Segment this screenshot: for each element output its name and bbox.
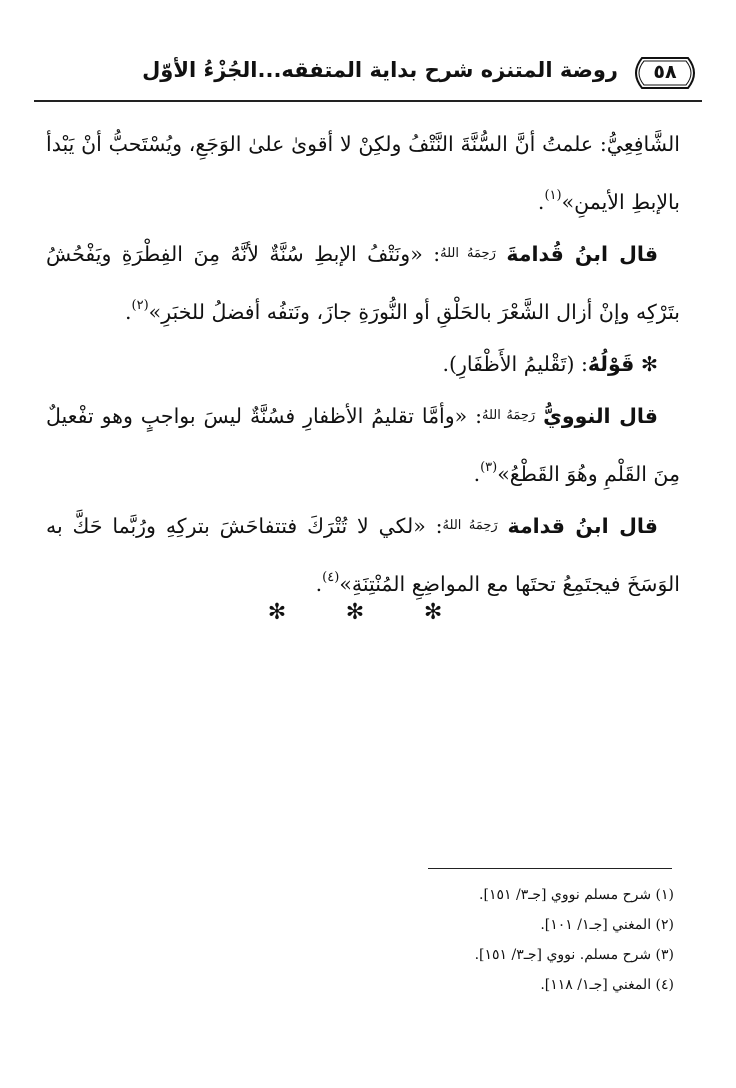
page-number-badge xyxy=(628,56,702,90)
heading-keyword: قَوْلُهُ xyxy=(587,352,635,376)
quote-ibn-qudama-2 xyxy=(46,500,680,610)
quote-nawawi xyxy=(46,390,680,500)
footnote-3: (٣) شرح مسلم. نووي [جـ٣/ ١٥١]. xyxy=(474,947,674,963)
section-separator: ✻ ✻ ✻ xyxy=(267,600,469,625)
footnote-ref-2[interactable]: (٢) xyxy=(131,298,149,313)
footnote-2: (٢) المغني [جـ١/ ١٠١]. xyxy=(540,917,674,933)
quote-text: : «ونَتْفُ الإبطِ سُنَّةٌ لأنَّهُ مِنَ الفِطْرَةِ ويَفْحُشُ بتَرْكِه وإنْ أزال الشَّعْرَ بالحَلْقِ أو النُّورَةِ جازَ، ونَتفُه أفضلُ للخبَرِ» xyxy=(46,242,680,324)
quote-speaker: قال ابنُ قدامة xyxy=(507,514,658,538)
honorific-ligature: رَحِمَهُ اللهُ xyxy=(440,246,496,261)
star-icon: ✻ xyxy=(640,352,658,376)
honorific-ligature: رَحِمَهُ اللهُ xyxy=(442,518,498,533)
footnote-4: (٤) المغني [جـ١/ ١١٨]. xyxy=(540,977,674,993)
footnote-rule xyxy=(428,868,672,869)
page-number: ٥٨ xyxy=(653,61,677,83)
heading-text: : (تَقْليمُ الأَظْفَارِ). xyxy=(442,352,588,376)
honorific-ligature: رَحِمَهُ اللهُ xyxy=(482,408,536,423)
sentence-end: . xyxy=(124,300,132,324)
footnote-ref-1[interactable]: (١) xyxy=(544,188,562,203)
paragraph-shafii xyxy=(46,118,680,228)
sentence-end: . xyxy=(315,572,323,596)
quote-speaker: قال ابنُ قُدامةَ xyxy=(506,242,658,266)
quote-speaker: قال النوويُّ xyxy=(543,404,658,428)
footnote-ref-4[interactable]: (٤) xyxy=(322,570,340,585)
quote-text: : «لكي لا تُتْرَكَ فتتفاحَشَ بتركِهِ ورُبَّما حَكَّ به الوَسَخَ فيجتَمِعُ تحتَها مع المواضِعِ المُنْتِنَةِ» xyxy=(46,514,680,596)
quote-text: : «وأمَّا تقليمُ الأظفارِ فسُنَّةٌ ليسَ بواجبٍ وهو تفْعيلٌ مِنَ القَلْمِ وهُوَ القَطْعُ» xyxy=(46,404,680,486)
sentence-end: . xyxy=(473,462,481,486)
footnote-ref-3[interactable]: (٣) xyxy=(480,460,498,475)
sentence-end: . xyxy=(537,190,545,214)
paragraph-line: الشَّافِعِيُّ: علمتُ أنَّ السُّنَّةَ النَّتْفُ ولكِنْ لا أقوىٰ علىٰ الوَجَعِ، ويُسْتَحبُّ أنْ يَبْدأ xyxy=(46,132,680,156)
quote-ibn-qudama-1 xyxy=(46,228,680,338)
paragraph-line: بالإبطِ الأيمنِ» xyxy=(561,190,680,214)
section-heading xyxy=(46,338,680,390)
page-header xyxy=(34,52,702,98)
header-rule xyxy=(34,100,702,102)
footnotes xyxy=(475,880,674,1000)
footnote-1: (١) شرح مسلم نووي [جـ٣/ ١٥١]. xyxy=(479,887,674,903)
main-text xyxy=(46,118,680,610)
running-title: روضة المتنزه شرح بداية المتفقه...الجُزْءُ الأوّل xyxy=(142,58,618,82)
